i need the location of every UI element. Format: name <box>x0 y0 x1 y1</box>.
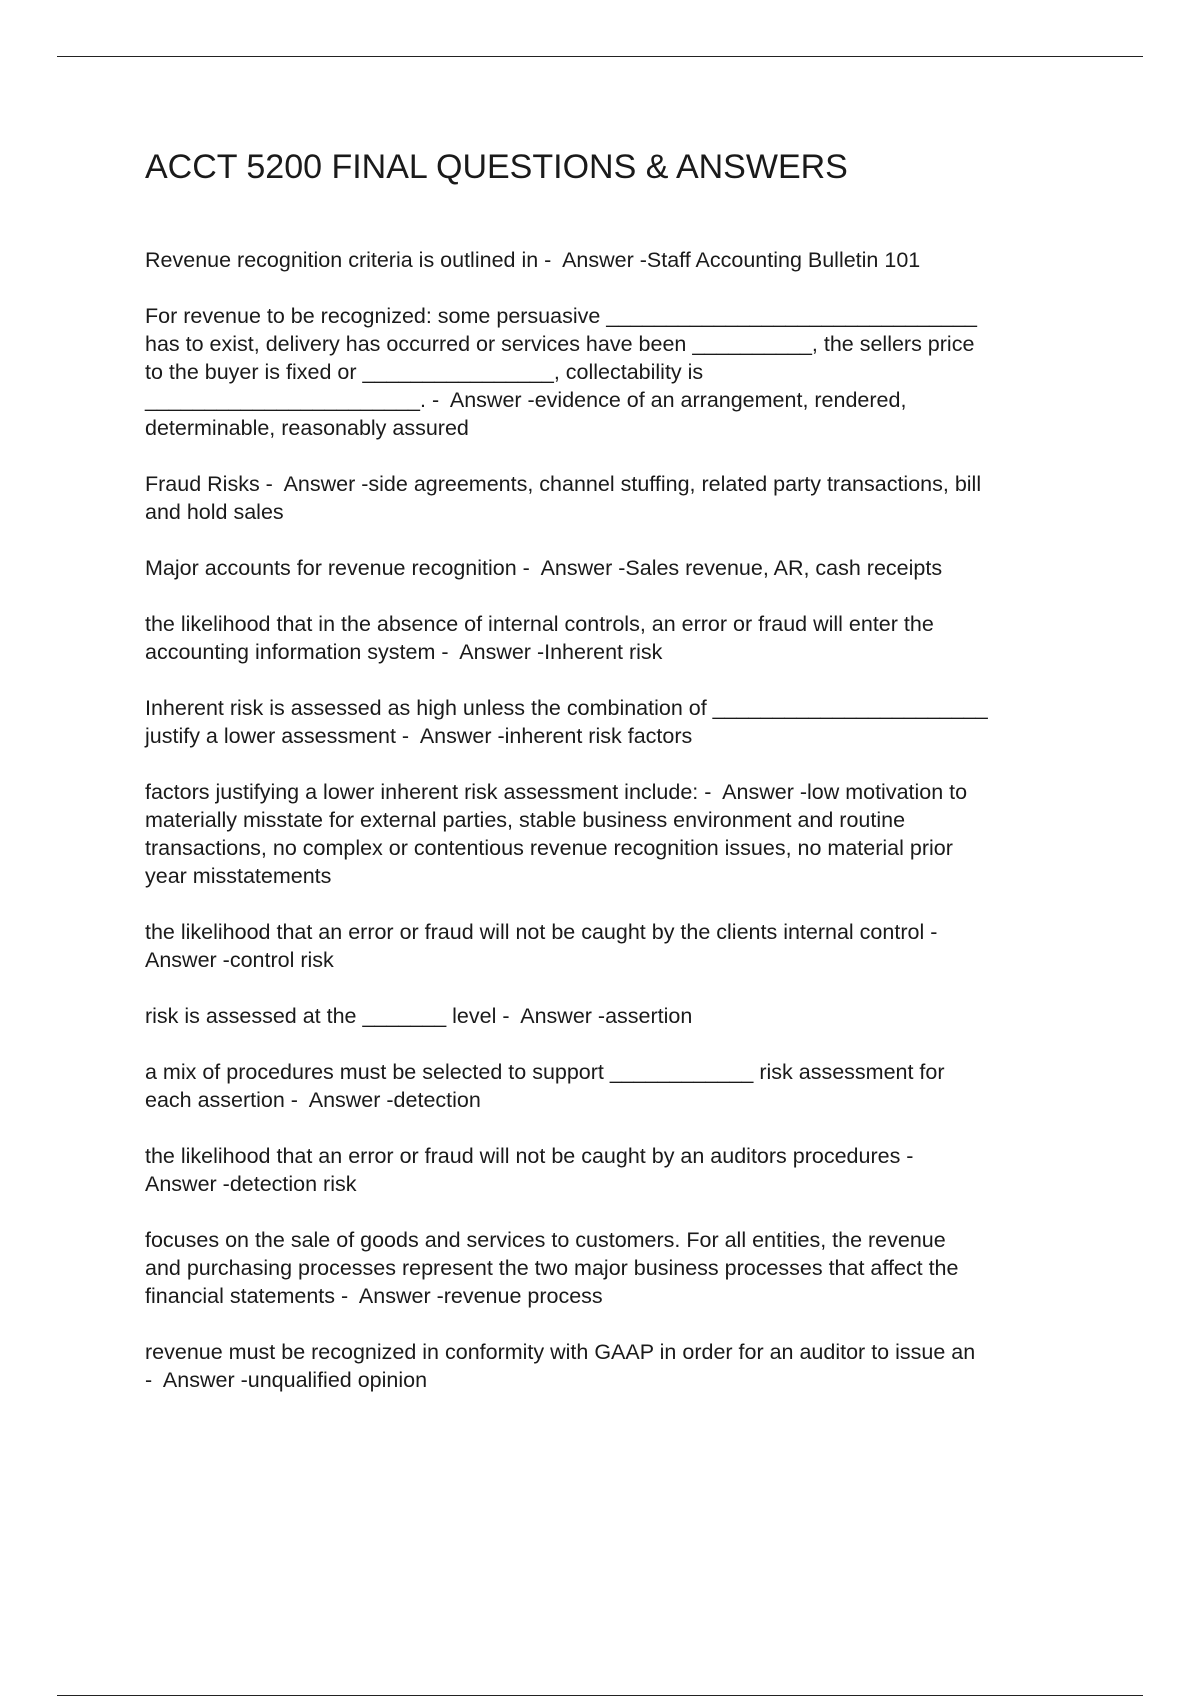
qa-item-3: Fraud Risks - Answer -side agreements, channel stuffing, related party transactions, bill and hold sales <box>145 472 982 524</box>
qa-item-9: risk is assessed at the _______ level - Answer -assertion <box>145 1004 693 1028</box>
qa-item-6: Inherent risk is assessed as high unless the combination of _______________________ justify a lower assessment - Answer -inherent risk factors <box>145 696 988 748</box>
qa-item-12: focuses on the sale of goods and services to customers. For all entities, the revenue and purchasing processes represent the two major business processes that affect the financial statements - Answer -revenue process <box>145 1228 959 1308</box>
qa-item-2: For revenue to be recognized: some persuasive _______________________________ has to exist, delivery has occurred or services have been __________, the sellers price to the buyer is fixed or ________________, collectability is _______________________. - Answer -evidence of an arrangement, rendered, determinable, reasonably assured <box>145 304 977 440</box>
qa-item-8: the likelihood that an error or fraud will not be caught by the clients internal control - Answer -control risk <box>145 920 938 972</box>
qa-list <box>145 246 1090 1394</box>
top-rule <box>57 56 1143 57</box>
bottom-rule <box>57 1695 1143 1696</box>
qa-item-1: Revenue recognition criteria is outlined in - Answer -Staff Accounting Bulletin 101 <box>145 248 921 272</box>
document-body <box>145 140 1090 1422</box>
qa-item-13: revenue must be recognized in conformity with GAAP in order for an auditor to issue an - Answer -unqualified opinion <box>145 1340 976 1392</box>
qa-item-5: the likelihood that in the absence of internal controls, an error or fraud will enter the accounting information system - Answer -Inherent risk <box>145 612 934 664</box>
qa-item-7: factors justifying a lower inherent risk assessment include: - Answer -low motivation to materially misstate for external parties, stable business environment and routine transactions, no complex or contentious revenue recognition issues, no material prior year misstatements <box>145 780 968 888</box>
qa-item-11: the likelihood that an error or fraud will not be caught by an auditors procedures - Answer -detection risk <box>145 1144 914 1196</box>
qa-item-10: a mix of procedures must be selected to support ____________ risk assessment for each assertion - Answer -detection <box>145 1060 945 1112</box>
qa-item-4: Major accounts for revenue recognition - Answer -Sales revenue, AR, cash receipts <box>145 556 943 580</box>
document-title: ACCT 5200 FINAL QUESTIONS & ANSWERS <box>145 148 848 186</box>
